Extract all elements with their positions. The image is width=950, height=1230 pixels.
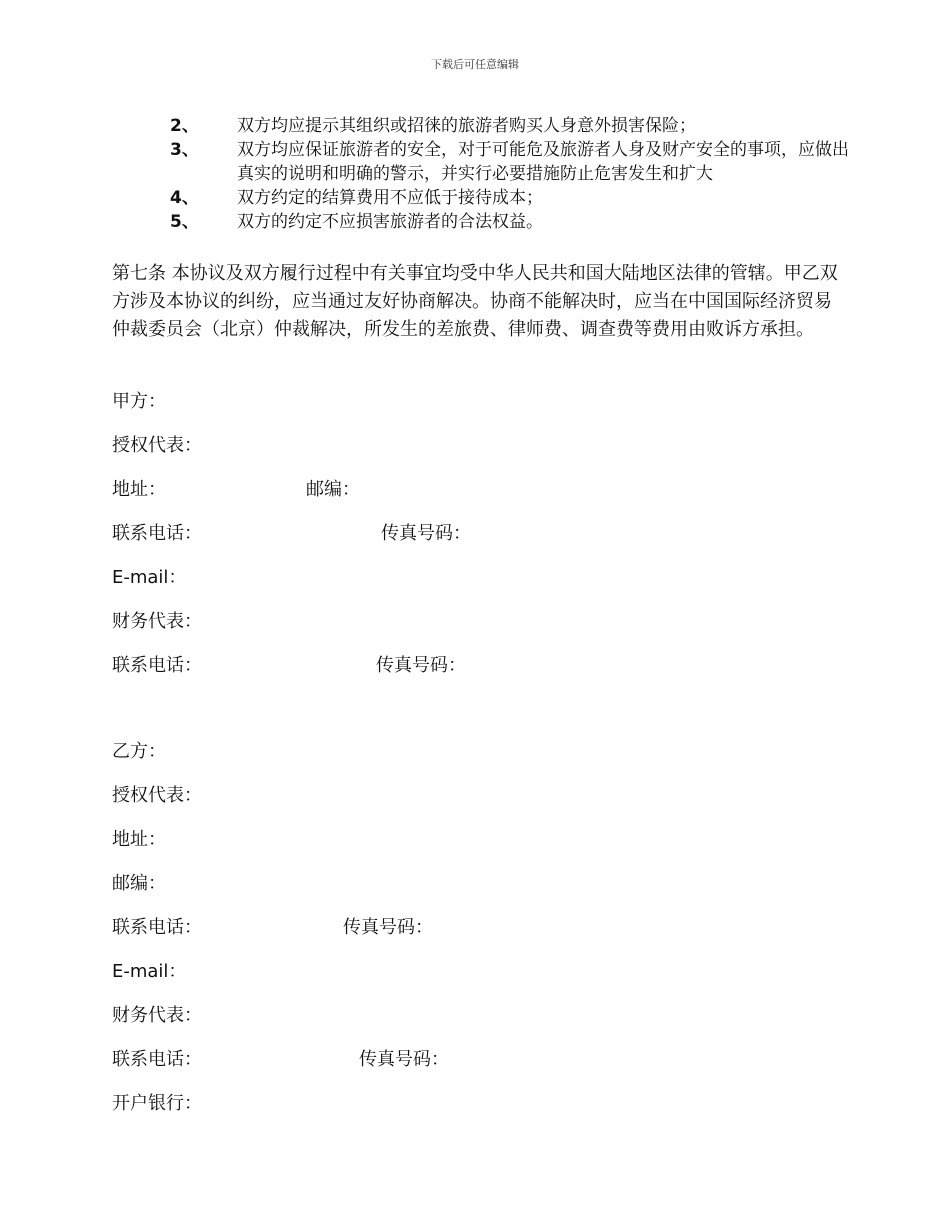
party-a-label: 甲方： (112, 391, 166, 412)
list-item-number: 2、 (170, 116, 199, 136)
list-item-text: 双方均应保证旅游者的安全，对于可能危及旅游者人身及财产安全的事项，应做出真实的说明和明确的警示，并实行必要措施防止危害发生和扩大 (237, 140, 849, 184)
page-header-note: 下载后可任意编辑 (431, 58, 519, 71)
list-item (170, 210, 860, 234)
list-item-text: 双方约定的结算费用不应低于接待成本； (237, 188, 543, 208)
list-item-text: 双方的约定不应损害旅游者的合法权益。 (237, 212, 543, 232)
list-item-text: 双方均应提示其组织或招徕的旅游者购买人身意外损害保险； (237, 116, 696, 136)
party-b-bank-label: 开户银行： (112, 1093, 202, 1114)
party-a-address-label: 地址： (112, 479, 166, 500)
article-seven-paragraph: 第七条 本协议及双方履行过程中有关事宜均受中华人民共和国大陆地区法律的管辖。甲乙双方涉及本协议的纠纷，应当通过友好协商解决。协商不能解决时，应当在中国国际经济贸易仲裁委员会（北京）仲裁解决，所发生的差旅费、律师费、调查费等费用由败诉方承担。 (112, 263, 838, 340)
list-item (170, 138, 860, 186)
obligations-list (170, 114, 860, 234)
list-item (170, 114, 860, 138)
party-a-email-label: E-mail： (112, 567, 187, 588)
party-b-phone2-label: 联系电话： (112, 1049, 202, 1070)
party-b-phone-label: 联系电话： (112, 917, 202, 938)
list-item-number: 4、 (170, 188, 199, 208)
party-b-label: 乙方： (112, 741, 166, 762)
list-item-number: 5、 (170, 212, 199, 232)
list-item (170, 186, 860, 210)
party-b-address-label: 地址： (112, 829, 166, 850)
party-b-fax2-label: 传真号码： (359, 1049, 449, 1070)
list-item-number: 3、 (170, 140, 199, 160)
party-a-finance-rep-label: 财务代表： (112, 611, 202, 632)
party-a-phone-label: 联系电话： (112, 523, 202, 544)
party-a-postcode-label: 邮编： (306, 479, 360, 500)
party-a-fax2-label: 传真号码： (376, 655, 466, 676)
party-a-auth-rep-label: 授权代表： (112, 435, 202, 456)
party-b-postcode-label: 邮编： (112, 873, 166, 894)
party-a-phone2-label: 联系电话： (112, 655, 202, 676)
party-b-fax-label: 传真号码： (343, 917, 433, 938)
party-b-auth-rep-label: 授权代表： (112, 785, 202, 806)
party-a-fax-label: 传真号码： (381, 523, 471, 544)
party-b-email-label: E-mail： (112, 961, 187, 982)
party-b-finance-rep-label: 财务代表： (112, 1005, 202, 1026)
